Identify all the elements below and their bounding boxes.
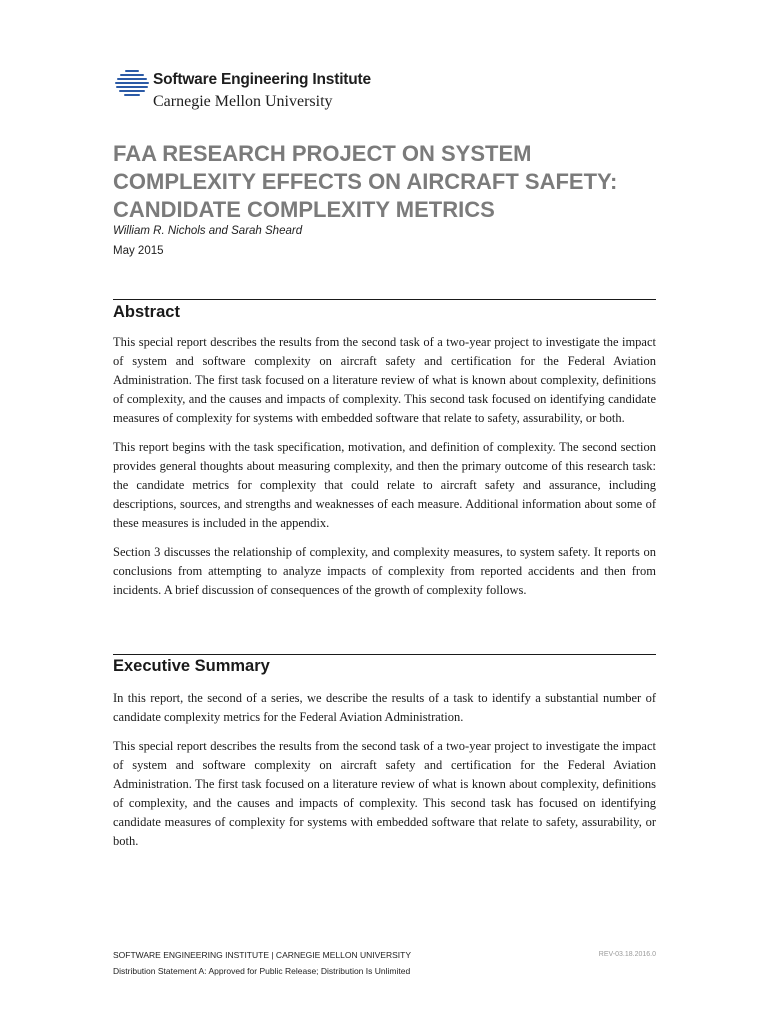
footer-revision: REV-03.18.2016.0	[598, 951, 656, 958]
abstract-paragraph: Section 3 discusses the relationship of complexity, and complexity measures, to system safety. It reports on conclusions from attempting to analyze impacts of complexity from reported accidents and then from incidents. A brief discussion of consequences of the growth of complexity follows.	[113, 545, 656, 597]
document-title: FAA RESEARCH PROJECT ON SYSTEM COMPLEXITY EFFECTS ON AIRCRAFT SAFETY: CANDIDATE COMPLEXITY METRICS	[113, 141, 618, 222]
footer-distribution-statement: Distribution Statement A: Approved for Public Release; Distribution Is Unlimited	[113, 966, 411, 976]
executive-summary-body	[113, 689, 656, 861]
logo-institute-name: Software Engineering Institute	[153, 71, 371, 88]
executive-summary-paragraph: This special report describes the results from the second task of a two-year project to investigate the impact of system and software complexity on aircraft safety and certification for the Federal Aviation Administration. The first task focused on a literature review of what is known about complexity, definitions of complexity, and the causes and impacts of complexity. This second task has focused on identifying candidate measures of complexity for systems with embedded software that relate to safety, assurability, or both.	[113, 739, 656, 848]
abstract-heading: Abstract	[113, 303, 180, 321]
document-authors: William R. Nichols and Sarah Sheard	[113, 225, 303, 237]
abstract-body	[113, 333, 656, 610]
sei-cmu-logo	[113, 66, 433, 116]
abstract-paragraph: This special report describes the results from the second task of a two-year project to investigate the impact of system and software complexity on aircraft safety and certification for the Federal Aviation Administration. The first task focused on a literature review of what is known about complexity, definitions of complexity, and the causes and impacts of complexity. This second task focused on identifying candidate measures of complexity for systems with embedded software that relate to safety, assurability, or both.	[113, 335, 656, 425]
abstract-divider	[113, 299, 656, 300]
executive-summary-paragraph: In this report, the second of a series, we describe the results of a task to identify a substantial number of candidate complexity metrics for the Federal Aviation Administration.	[113, 691, 656, 724]
document-date: May 2015	[113, 245, 164, 257]
logo-university-name: Carnegie Mellon University	[153, 93, 333, 110]
abstract-paragraph: This report begins with the task specification, motivation, and definition of complexity. The second section provides general thoughts about measuring complexity, and then the primary outcome of this research task: the candidate metrics for complexity that could relate to aircraft safety and assurance, including descriptions, sources, and strengths and weaknesses of each measure. Additional information about some of these measures is included in the appendix.	[113, 440, 656, 530]
executive-summary-divider	[113, 654, 656, 655]
executive-summary-heading: Executive Summary	[113, 657, 270, 675]
sei-globe-icon	[113, 69, 149, 99]
footer-institution: SOFTWARE ENGINEERING INSTITUTE | CARNEGIE MELLON UNIVERSITY	[113, 950, 412, 960]
